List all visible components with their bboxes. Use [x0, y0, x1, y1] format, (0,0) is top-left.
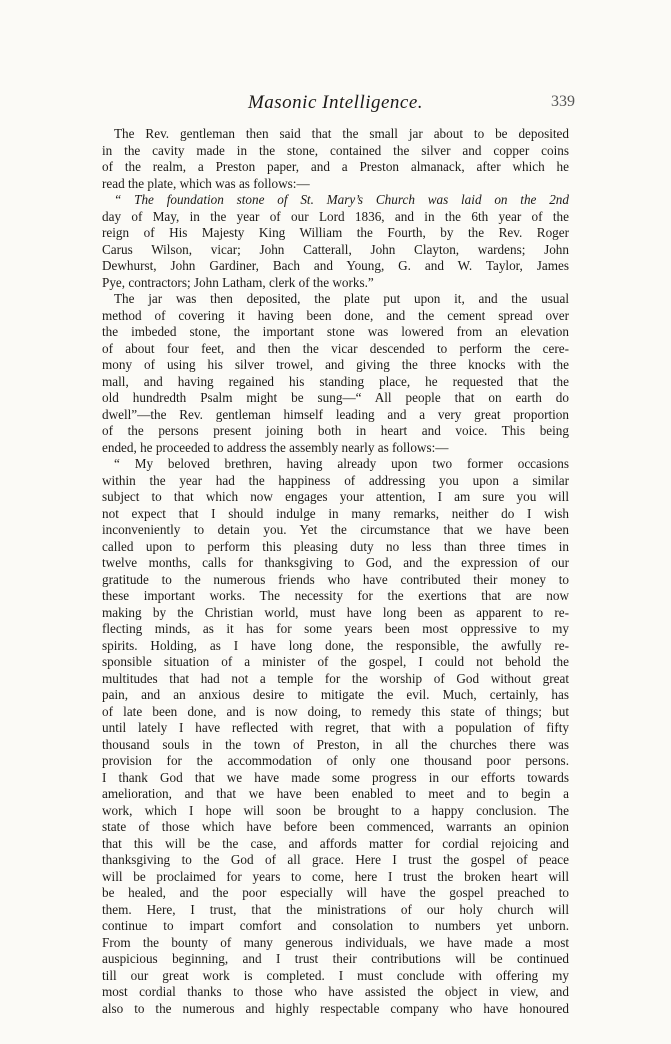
text-line: thousand souls in the town of Preston, in all the churches there was	[102, 736, 569, 752]
text-line: will be proclaimed for years to come, here I trust the broken heart will	[102, 868, 569, 884]
text-line: of about four feet, and then the vicar descended to perform the cere-	[102, 340, 569, 356]
text-line: Carus Wilson, vicar; John Catterall, John Clayton, wardens; John	[102, 241, 569, 257]
text-line: be healed, and the poor especially will have the gospel preached to	[102, 885, 569, 900]
text-line: work, which I hope will soon be brought to a happy conclusion. The	[102, 802, 569, 818]
text-line: subject to that which now engages your attention, I am sure you will	[102, 489, 569, 504]
text-line: in the cavity made in the stone, contained the silver and copper coins	[102, 142, 569, 158]
text-line: mall, and having regained his standing place, he requested that the	[102, 373, 569, 389]
text-line: “ My beloved brethren, having already upon two former occasions	[114, 456, 569, 471]
text-line: the imbeded stone, the important stone was lowered from an elevation	[102, 324, 569, 339]
text-line: making by the Christian world, must have long been as apparent to re-	[102, 604, 569, 620]
article-body	[102, 126, 569, 1017]
text-line: mony of using his silver trowel, and giving the three knocks with the	[102, 357, 569, 372]
text-line: these important works. The necessity for the exertions that are now	[102, 588, 569, 603]
text-line: method of covering it having been done, and the cement spread over	[102, 307, 569, 323]
text-line: old hundredth Psalm might be sung—“ All people that on earth do	[102, 390, 569, 405]
text-line: spirits. Holding, as I have long done, the responsible, the awfully re-	[102, 637, 569, 653]
text-line: them. Here, I trust, that the ministrations of our holy church will	[102, 901, 569, 917]
text-line: “ The foundation stone of St. Mary’s Church was laid on the 2nd	[114, 192, 569, 207]
text-line: Dewhurst, John Gardiner, Bach and Young, G. and W. Taylor, James	[102, 258, 569, 273]
text-line: sponsible situation of a minister of the gospel, I could not behold the	[102, 654, 569, 669]
text-line: inconveniently to detain you. Yet the circumstance that we have been	[102, 522, 569, 537]
text-line: ended, he proceeded to address the assembly nearly as follows:—	[102, 439, 449, 455]
text-line: of late been done, and is now doing, to remedy this state of things; but	[102, 703, 569, 719]
text-line: pain, and an anxious desire to mitigate the evil. Much, certainly, has	[102, 687, 569, 702]
text-line: thanksgiving to the God of all grace. Here I trust the gospel of peace	[102, 852, 569, 867]
text-line: most cordial thanks to those who have assisted the object in view, and	[102, 984, 569, 999]
text-line: gratitude to the numerous friends who have contributed their money to	[102, 571, 569, 587]
text-line: I thank God that we have made some progress in our efforts towards	[102, 769, 569, 785]
text-line: not expect that I should indulge in many remarks, neither do I wish	[102, 505, 569, 521]
text-line: called upon to perform this pleasing duty no less than three times in	[102, 538, 569, 554]
text-line: of the realm, a Preston paper, and a Preston almanack, after which he	[102, 159, 569, 174]
text-line: that this will be the case, and affords matter for cordial rejoicing and	[102, 835, 569, 851]
text-line: The jar was then deposited, the plate put upon it, and the usual	[114, 291, 569, 306]
text-line: also to the numerous and highly respectable company who have honoured	[102, 1000, 569, 1016]
text-line: reign of His Majesty King William the Fourth, by the Rev. Roger	[102, 225, 569, 240]
text-line: From the bounty of many generous individuals, we have made a most	[102, 934, 569, 950]
running-head: Masonic Intelligence.	[247, 92, 424, 113]
text-line: flecting minds, as it has for some years been most oppressive to my	[102, 621, 569, 636]
text-line: until lately I have reflected with regret, that with a population of fifty	[102, 720, 569, 735]
text-line: dwell”—the Rev. gentleman himself leading and a very great proportion	[102, 406, 569, 422]
text-line: read the plate, which was as follows:—	[102, 175, 310, 191]
text-line: continue to impart comfort and consolation to numbers yet unborn.	[102, 918, 569, 933]
page-header	[0, 92, 671, 118]
text-line: state of those which have before been commenced, warrants an opinion	[102, 819, 569, 834]
text-line: provision for the accommodation of only one thousand poor persons.	[102, 753, 569, 768]
text-line: Pye, contractors; John Latham, clerk of the works.”	[102, 274, 374, 290]
text-line: auspicious beginning, and I trust their contributions will be continued	[102, 951, 569, 966]
page-number: 339	[551, 93, 575, 110]
text-line: amelioration, and that we have been enabled to meet and to begin a	[102, 786, 569, 801]
text-line: within the year had the happiness of addressing you upon a similar	[102, 472, 569, 488]
text-line: multitudes that had not a temple for the worship of God without great	[102, 670, 569, 686]
text-line: till our great work is completed. I must conclude with offering my	[102, 967, 569, 983]
text-line: day of May, in the year of our Lord 1836, and in the 6th year of the	[102, 208, 569, 224]
text-line: of the persons present joining both in heart and voice. This being	[102, 423, 569, 438]
text-line: The Rev. gentleman then said that the small jar about to be deposited	[114, 126, 569, 141]
text-line: twelve months, calls for thanksgiving to God, and the expression of our	[102, 555, 569, 570]
